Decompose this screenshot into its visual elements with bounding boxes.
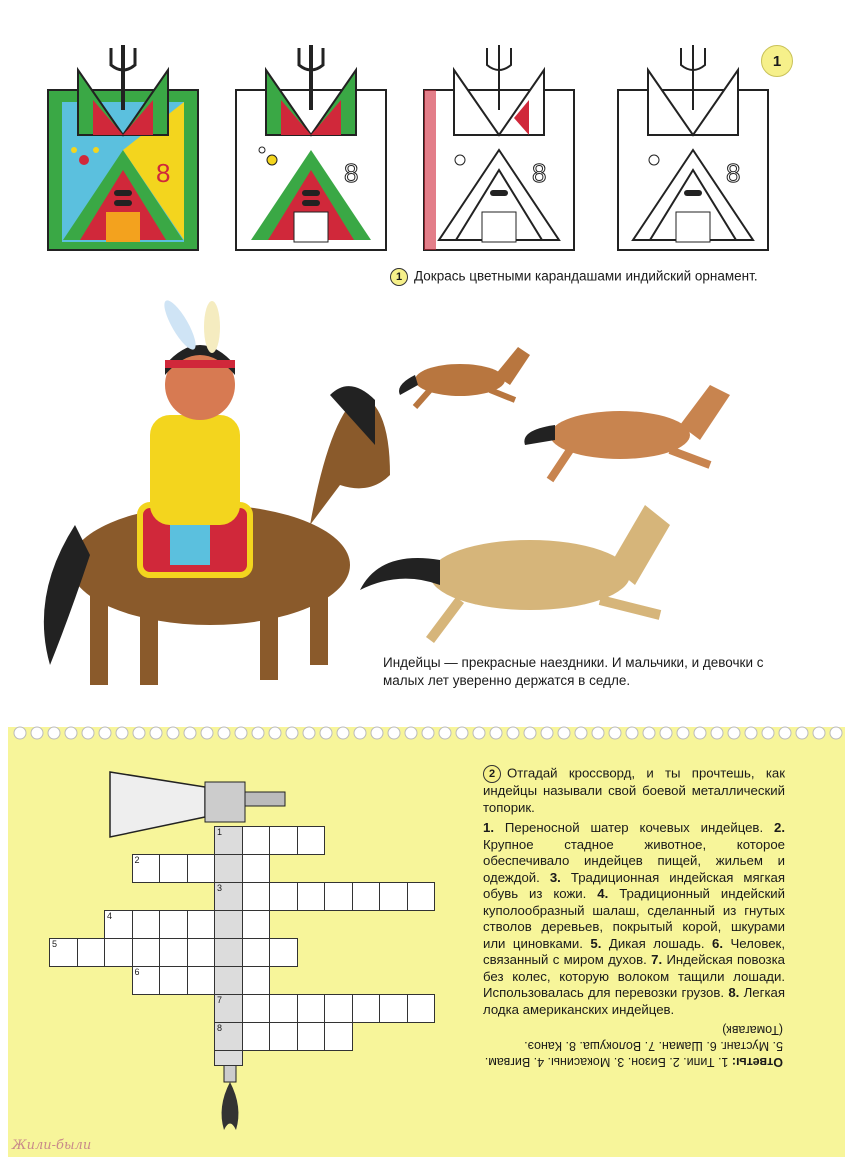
crossword-cell[interactable] bbox=[132, 854, 161, 883]
spiral-ring bbox=[626, 727, 638, 739]
spiral-ring bbox=[490, 727, 502, 739]
crossword-cell[interactable] bbox=[159, 910, 188, 939]
spiral-ring bbox=[694, 727, 706, 739]
clue-number: 4. bbox=[597, 886, 620, 901]
spiral-ring bbox=[524, 727, 536, 739]
answers-label: Ответы: bbox=[731, 1055, 783, 1069]
crossword-cell[interactable] bbox=[269, 826, 298, 855]
spiral-ring bbox=[405, 727, 417, 739]
clue-text: Легкая лодка американских индейцев. bbox=[483, 985, 785, 1017]
clues-list bbox=[483, 820, 785, 1018]
spiral-ring bbox=[371, 727, 383, 739]
ornament-outline-red bbox=[424, 45, 574, 250]
spiral-ring bbox=[473, 727, 485, 739]
answers-text: 1. Типи. 2. Бизон. 3. Мокасины. 4. Вигвам. 5. Мустанг. 6. Шаман. 7. Волокуша. 8. Каноэ. (Томагавк) bbox=[484, 1023, 783, 1069]
running-horse-small bbox=[399, 347, 530, 407]
spiral-ring bbox=[133, 727, 145, 739]
spiral-ring bbox=[218, 727, 230, 739]
page-number-badge: 1 bbox=[761, 45, 793, 77]
riders-illustration bbox=[30, 295, 750, 715]
spiral-ring bbox=[728, 727, 740, 739]
clue-text: Дикая лошадь. bbox=[608, 935, 713, 951]
crossword-cell[interactable] bbox=[214, 854, 243, 883]
crossword-cell[interactable] bbox=[242, 994, 271, 1023]
spiral-ring bbox=[609, 727, 621, 739]
spiral-ring bbox=[388, 727, 400, 739]
ornament-task bbox=[390, 268, 758, 286]
crossword-cell[interactable] bbox=[379, 882, 408, 911]
spiral-ring bbox=[320, 727, 332, 739]
crossword-cell[interactable] bbox=[104, 910, 133, 939]
task-number: 2 bbox=[483, 765, 501, 783]
clue-number: 7. bbox=[651, 952, 667, 967]
svg-text:8: 8 bbox=[726, 158, 741, 188]
crossword-cell[interactable] bbox=[242, 938, 271, 967]
task-number: 1 bbox=[390, 268, 408, 286]
spiral-ring bbox=[813, 727, 825, 739]
spiral-ring bbox=[711, 727, 723, 739]
spiral-ring bbox=[762, 727, 774, 739]
spiral-ring bbox=[252, 727, 264, 739]
clue-text: Традиционный индейский куполообразный шалаш, сделанный из гнутых стволов деревьев, покрытый корой, шкурами или циновками. bbox=[483, 886, 785, 951]
crossword-cell[interactable] bbox=[242, 966, 271, 995]
spiral-ring bbox=[575, 727, 587, 739]
spiral-ring bbox=[48, 727, 60, 739]
crossword-cell[interactable] bbox=[132, 966, 161, 995]
spiral-ring bbox=[439, 727, 451, 739]
crossword-cell[interactable] bbox=[214, 966, 243, 995]
crossword-cell[interactable] bbox=[269, 1022, 298, 1051]
crossword-cell[interactable] bbox=[214, 882, 243, 911]
crossword-cell-number: 6 bbox=[134, 967, 140, 977]
svg-text:8: 8 bbox=[344, 158, 359, 188]
clue-text: Человек, связанный с миром духов. bbox=[483, 935, 785, 967]
crossword-cell[interactable] bbox=[104, 938, 133, 967]
spiral-ring bbox=[422, 727, 434, 739]
crossword-cell[interactable] bbox=[49, 938, 78, 967]
spiral-ring bbox=[507, 727, 519, 739]
svg-text:8: 8 bbox=[532, 158, 547, 188]
spiral-ring bbox=[31, 727, 43, 739]
crossword-cell[interactable] bbox=[242, 882, 271, 911]
clue-number: 5. bbox=[590, 935, 609, 951]
crossword-cell[interactable] bbox=[297, 882, 326, 911]
spiral-ring bbox=[286, 727, 298, 739]
clue-text: Крупное стадное животное, которое обеспечивало индейцев пищей, жильем и одеждой. bbox=[483, 836, 785, 885]
answers-upside-down bbox=[483, 1022, 783, 1070]
crossword-cell[interactable] bbox=[187, 854, 216, 883]
spiral-ring bbox=[354, 727, 366, 739]
crossword-cell[interactable] bbox=[214, 938, 243, 967]
svg-text:8: 8 bbox=[156, 158, 171, 188]
crossword-cell[interactable] bbox=[269, 938, 298, 967]
spiral-ring bbox=[65, 727, 77, 739]
spiral-ring bbox=[456, 727, 468, 739]
spiral-ring bbox=[677, 727, 689, 739]
clue-number: 6. bbox=[712, 935, 731, 951]
spiral-ring bbox=[303, 727, 315, 739]
crossword-cell[interactable] bbox=[379, 994, 408, 1023]
spiral-ring bbox=[592, 727, 604, 739]
spiral-ring bbox=[745, 727, 757, 739]
ornament-colored bbox=[48, 45, 198, 250]
spiral-ring bbox=[167, 727, 179, 739]
crossword-cell[interactable] bbox=[324, 1022, 353, 1051]
crossword-cell[interactable] bbox=[214, 994, 243, 1023]
spiral-ring bbox=[796, 727, 808, 739]
crossword-cell[interactable] bbox=[187, 938, 216, 967]
crossword-cell-number: 1 bbox=[217, 827, 223, 837]
spiral-ring bbox=[150, 727, 162, 739]
crossword-cell[interactable] bbox=[132, 910, 161, 939]
clue-text: Традиционная индейская мягкая обувь из кожи. bbox=[483, 869, 785, 901]
crossword-cell[interactable] bbox=[242, 1022, 271, 1051]
crossword-cell[interactable] bbox=[269, 882, 298, 911]
crossword-cell-number: 8 bbox=[217, 1023, 223, 1033]
clue-text: Переносной шатер кочевых индейцев. bbox=[504, 820, 774, 835]
ornament-partial bbox=[236, 45, 386, 250]
crossword-cell[interactable] bbox=[297, 1022, 326, 1051]
clue-number: 8. bbox=[728, 985, 744, 1000]
crossword-cell[interactable] bbox=[187, 910, 216, 939]
spiral-ring bbox=[99, 727, 111, 739]
ornament-row bbox=[40, 40, 790, 260]
spiral-ring bbox=[82, 727, 94, 739]
clue-number: 2. bbox=[774, 820, 785, 835]
crossword-cell-number: 3 bbox=[217, 883, 223, 893]
spiral-rings bbox=[8, 722, 845, 744]
crossword-cell[interactable] bbox=[214, 826, 243, 855]
spiral-ring bbox=[184, 727, 196, 739]
spiral-ring bbox=[116, 727, 128, 739]
crossword-cell[interactable] bbox=[187, 966, 216, 995]
crossword-cell[interactable] bbox=[214, 1022, 243, 1051]
crossword-cell-number: 5 bbox=[52, 939, 58, 949]
crossword-cell[interactable] bbox=[214, 910, 243, 939]
spiral-ring bbox=[14, 727, 26, 739]
crossword-cell[interactable] bbox=[407, 882, 436, 911]
crossword-cell[interactable] bbox=[159, 966, 188, 995]
crossword-task-text: Отгадай кроссворд, и ты прочтешь, как индейцы называли свой боевой металлический топорик. bbox=[483, 765, 785, 815]
crossword-cell[interactable] bbox=[324, 994, 353, 1023]
tomahawk-handle bbox=[214, 1050, 243, 1066]
crossword-cell[interactable] bbox=[77, 938, 106, 967]
running-horse-medium bbox=[524, 385, 730, 480]
clue-number: 1. bbox=[483, 820, 505, 835]
crossword-cell[interactable] bbox=[242, 910, 271, 939]
riders-caption: Индейцы — прекрасные наездники. И мальчики, и девочки с малых лет уверенно держатся в седле. bbox=[383, 655, 764, 688]
crossword-cell[interactable] bbox=[352, 994, 381, 1023]
spiral-ring bbox=[558, 727, 570, 739]
spiral-ring bbox=[660, 727, 672, 739]
spiral-ring bbox=[269, 727, 281, 739]
spiral-ring bbox=[201, 727, 213, 739]
spiral-ring bbox=[643, 727, 655, 739]
crossword-cell-number: 7 bbox=[217, 995, 223, 1005]
ornament-task-text: Докрась цветными карандашами индийский орнамент. bbox=[414, 268, 758, 284]
crossword-cell[interactable] bbox=[269, 994, 298, 1023]
spiral-ring bbox=[541, 727, 553, 739]
crossword-cell[interactable] bbox=[242, 826, 271, 855]
crossword-cell[interactable] bbox=[159, 854, 188, 883]
crossword-cell[interactable] bbox=[242, 854, 271, 883]
crossword-cell[interactable] bbox=[132, 938, 161, 967]
ornament-outline bbox=[618, 45, 768, 250]
clue-number: 3. bbox=[549, 869, 571, 885]
spiral-ring bbox=[830, 727, 842, 739]
crossword-cell[interactable] bbox=[352, 882, 381, 911]
spiral-ring bbox=[235, 727, 247, 739]
spiral-ring bbox=[779, 727, 791, 739]
publisher-logo: Жили-были bbox=[12, 1138, 92, 1153]
crossword-cell-number: 4 bbox=[107, 911, 113, 921]
crossword-cell[interactable] bbox=[159, 938, 188, 967]
crossword-cell[interactable] bbox=[297, 826, 326, 855]
crossword-cell[interactable] bbox=[297, 994, 326, 1023]
crossword-cell-number: 2 bbox=[134, 855, 140, 865]
crossword-task bbox=[483, 765, 785, 816]
crossword-cell[interactable] bbox=[407, 994, 436, 1023]
spiral-ring bbox=[337, 727, 349, 739]
crossword-cell[interactable] bbox=[324, 882, 353, 911]
clue-text: Индейская повозка без колес, которую волоком тащили лошади. Использовалась для перевозки грузов. bbox=[483, 952, 785, 1000]
running-horse-large bbox=[360, 505, 670, 640]
